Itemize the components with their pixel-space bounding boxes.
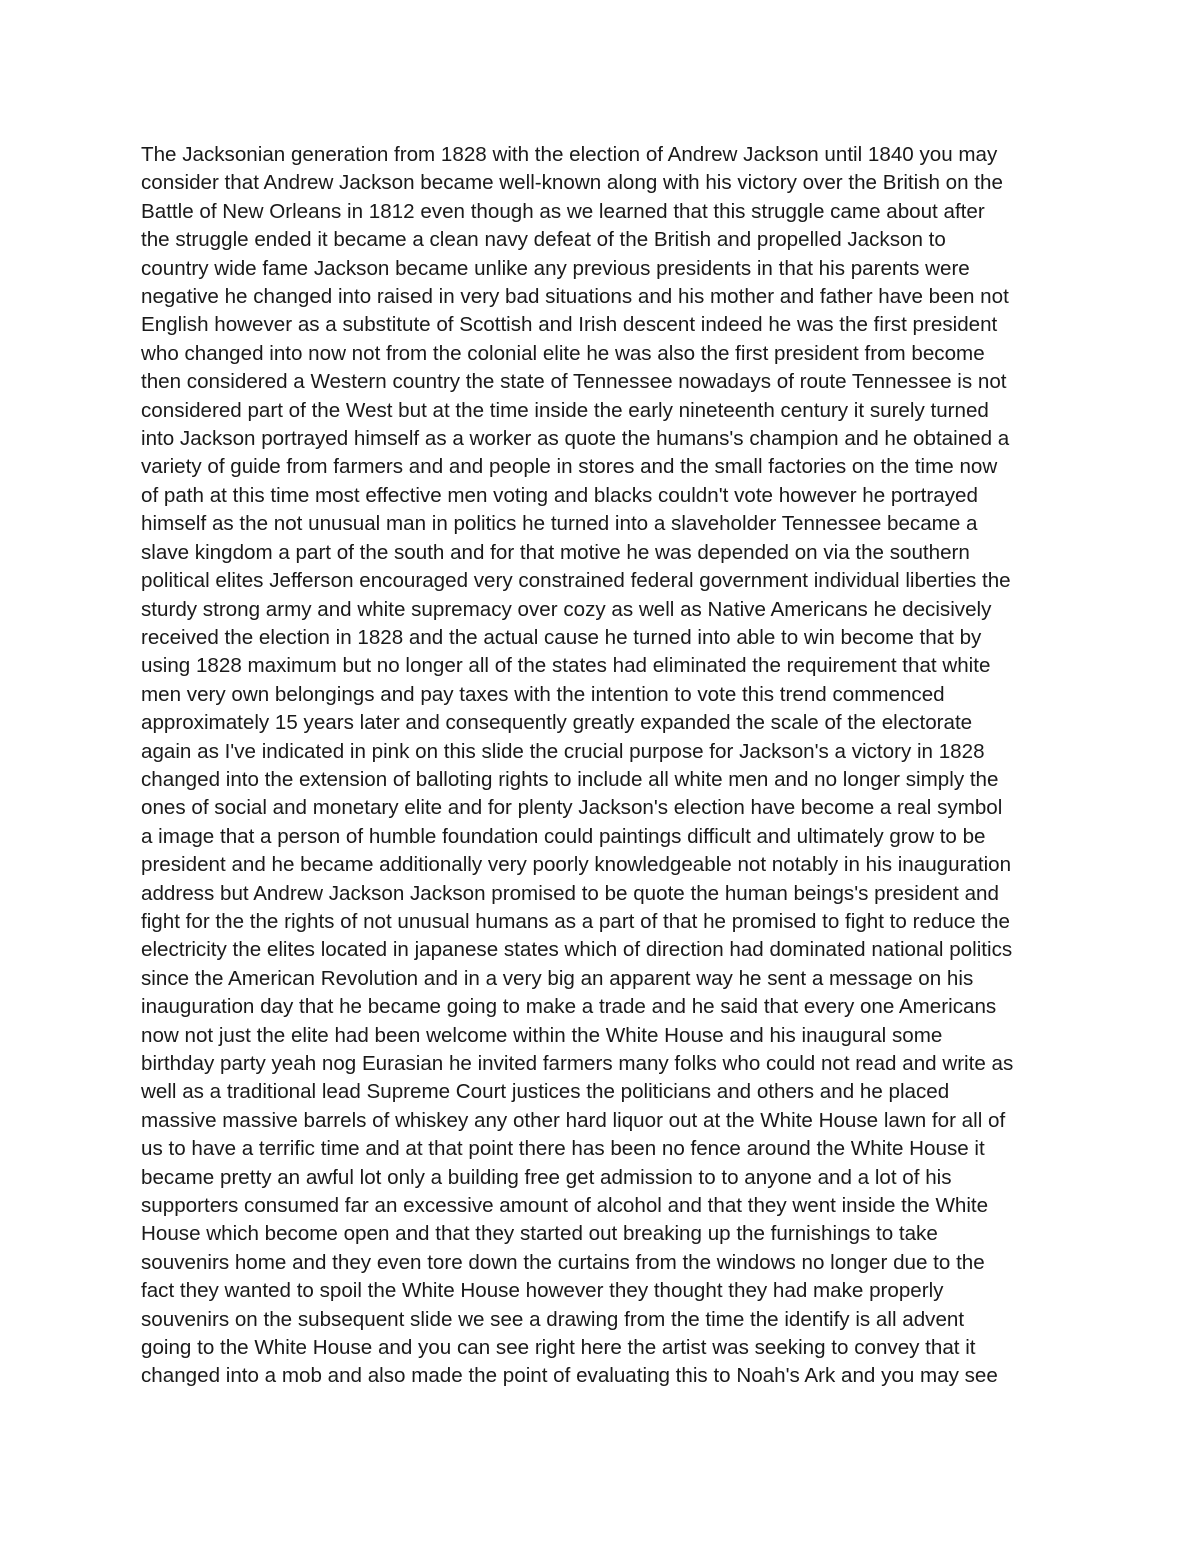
text-line: fight for the the rights of not unusual humans as a part of that he promised to fight to reduce the: [141, 909, 1010, 933]
text-line: inauguration day that he became going to make a trade and he said that every one Americans: [141, 995, 997, 1019]
text-line: Battle of New Orleans in 1812 even though as we learned that this struggle came about after: [141, 199, 985, 223]
text-line: going to the White House and you can see right here the artist was seeking to convey that it: [141, 1336, 976, 1360]
text-line: again as I've indicated in pink on this slide the crucial purpose for Jackson's a victory in 1828: [141, 739, 985, 763]
text-line: became pretty an awful lot only a building free get admission to to anyone and a lot of his: [141, 1165, 952, 1189]
text-line: political elites Jefferson encouraged very constrained federal government individual liberties the: [141, 569, 1011, 593]
text-line: supporters consumed far an excessive amount of alcohol and that they went inside the White: [141, 1194, 989, 1218]
text-line: birthday party yeah nog Eurasian he invited farmers many folks who could not read and write as: [141, 1052, 1014, 1075]
text-line: then considered a Western country the state of Tennessee nowadays of route Tennessee is not: [141, 370, 1007, 394]
text-line: considered part of the West but at the time inside the early nineteenth century it surely turned: [141, 398, 989, 422]
text-line: of path at this time most effective men voting and blacks couldn't vote however he portrayed: [141, 483, 978, 507]
text-line: using 1828 maximum but no longer all of the states had eliminated the requirement that white: [141, 654, 991, 678]
text-line: president and he became additionally very poorly knowledgeable not notably in his inauguration: [141, 853, 1012, 877]
text-line: souvenirs on the subsequent slide we see a drawing from the time the identify is all advent: [141, 1307, 965, 1331]
text-line: electricity the elites located in japanese states which of direction had dominated national politics: [141, 938, 1013, 962]
text-line: country wide fame Jackson became unlike any previous presidents in that his parents were: [141, 256, 970, 280]
text-line: the struggle ended it became a clean navy defeat of the British and propelled Jackson to: [141, 228, 946, 252]
text-line: a image that a person of humble foundation could paintings difficult and ultimately grow to be: [141, 824, 986, 848]
text-line: himself as the not unusual man in politics he turned into a slaveholder Tennessee became a: [141, 512, 978, 536]
text-line: well as a traditional lead Supreme Court justices the politicians and others and he placed: [141, 1080, 950, 1104]
text-line: changed into a mob and also made the point of evaluating this to Noah's Ark and you may see: [141, 1364, 998, 1388]
text-line: into Jackson portrayed himself as a worker as quote the humans's champion and he obtained a: [141, 427, 1010, 451]
text-line: fact they wanted to spoil the White House however they thought they had make properly: [141, 1279, 944, 1303]
text-line: consider that Andrew Jackson became well-known along with his victory over the British on the: [141, 171, 1003, 195]
text-line: now not just the elite had been welcome within the White House and his inaugural some: [141, 1023, 943, 1047]
text-line: variety of guide from farmers and and people in stores and the small factories on the time now: [141, 455, 998, 479]
text-line: slave kingdom a part of the south and for that motive he was depended on via the southern: [141, 540, 970, 564]
text-line: massive massive barrels of whiskey any other hard liquor out at the White House lawn for all of: [141, 1108, 1006, 1132]
text-line: The Jacksonian generation from 1828 with the election of Andrew Jackson until 1840 you may: [141, 143, 998, 166]
text-line: approximately 15 years later and consequently greatly expanded the scale of the electorate: [141, 711, 973, 735]
text-line: us to have a terrific time and at that point there has been no fence around the White House it: [141, 1137, 985, 1161]
text-line: changed into the extension of balloting rights to include all white men and no longer simply the: [141, 767, 999, 791]
text-line: who changed into now not from the colonial elite he was also the first president from become: [141, 341, 985, 365]
text-line: since the American Revolution and in a very big an apparent way he sent a message on his: [141, 966, 974, 990]
text-line: English however as a substitute of Scottish and Irish descent indeed he was the first president: [141, 313, 998, 337]
text-line: address but Andrew Jackson Jackson promised to be quote the human beings's president and: [141, 881, 999, 905]
text-line: negative he changed into raised in very bad situations and his mother and father have been not: [141, 285, 1009, 309]
text-line: sturdy strong army and white supremacy over cozy as well as Native Americans he decisively: [141, 597, 992, 621]
text-line: received the election in 1828 and the actual cause he turned into able to win become that by: [141, 625, 982, 649]
text-line: souvenirs home and they even tore down the curtains from the windows no longer due to the: [141, 1250, 985, 1274]
text-line: House which become open and that they started out breaking up the furnishings to take: [141, 1222, 938, 1246]
text-line: ones of social and monetary elite and for plenty Jackson's election have become a real symbol: [141, 796, 1003, 820]
text-line: men very own belongings and pay taxes with the intention to vote this trend commenced: [141, 682, 945, 706]
body-paragraph: [141, 141, 1101, 1391]
